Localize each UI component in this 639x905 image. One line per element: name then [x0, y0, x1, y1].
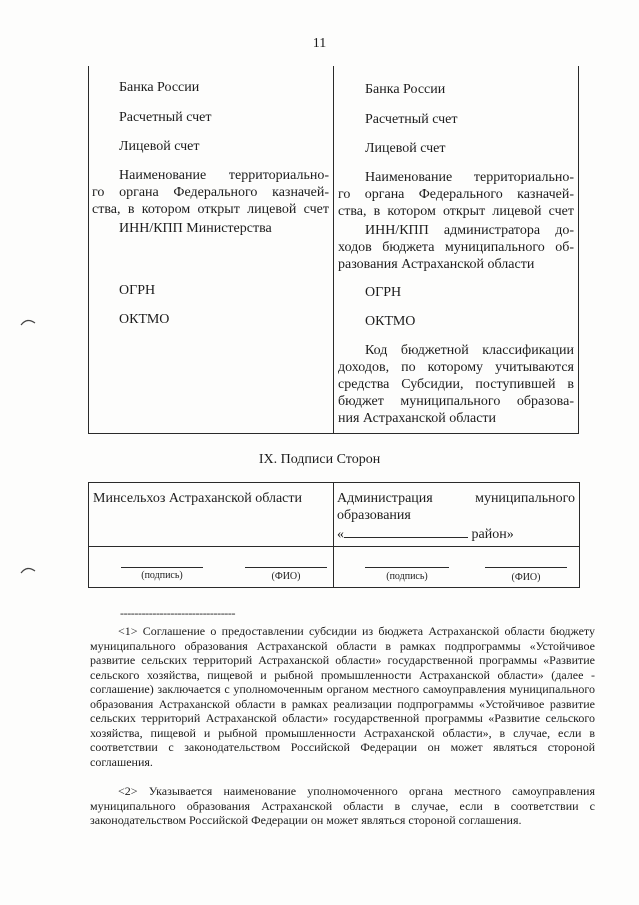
- requisite-inn-kpp-administrator: [338, 222, 574, 273]
- signature-line-right[interactable]: [365, 567, 449, 568]
- requisite-personal-account: Лицевой счет: [119, 139, 200, 154]
- table-border-left: [88, 66, 89, 434]
- requisite-personal-account: Лицевой счет: [365, 141, 446, 156]
- table-divider: [333, 483, 334, 587]
- caption-signature-left: (подпись): [141, 570, 183, 581]
- word: муниципального: [475, 491, 575, 506]
- requisite-budget-classification-code: [338, 342, 574, 427]
- line: ходов бюджета муниципального об-: [338, 240, 574, 255]
- requisite-oktmo: ОКТМО: [119, 312, 170, 327]
- line: го органа Федерального казначей-: [92, 185, 329, 200]
- table-divider: [333, 66, 334, 434]
- line: го органа Федерального казначей-: [338, 187, 574, 202]
- caption-name-right: (ФИО): [511, 572, 541, 583]
- word: Администрация: [337, 491, 433, 506]
- signatures-table: [88, 482, 580, 588]
- line: разования Астраханской области: [338, 257, 535, 272]
- requisite-bank: Банка России: [365, 82, 446, 97]
- line: [337, 524, 575, 543]
- line: образования: [337, 508, 411, 523]
- binding-hole-mark-icon: [20, 318, 36, 326]
- line: ства, в котором открыт лицевой счет: [92, 202, 329, 217]
- page-number: 11: [312, 36, 327, 51]
- line: Наименование территориально-: [119, 168, 329, 183]
- table-border-right: [578, 66, 579, 434]
- party-left-name: Минсельхоз Астраханской области: [93, 491, 302, 506]
- requisite-settlement-account: Расчетный счет: [365, 112, 458, 127]
- requisite-treasury-body: [92, 167, 329, 218]
- section-title: IX. Подписи Сторон: [258, 452, 381, 467]
- line: доходов, по которому учитываются: [338, 360, 574, 375]
- signature-line-left[interactable]: [121, 567, 203, 568]
- line: средства Субсидии, поступившей в: [338, 377, 574, 392]
- requisite-oktmo: ОКТМО: [365, 314, 416, 329]
- footnote-1: <1> Соглашение о предоставлении субсидии из бюджета Астраханской области бюджету муниципального образования Астраханской области в рамках подпрограммы «Устойчивое развитие сельских территорий Астраханской области» государственной программы «Развитие сельского хозяйства, пищевой и рыбной промышленности Астраханской области» (далее - соглашение) заключается с уполномоченным органом местного самоуправления муниципального образования Астраханской области в рамках реализации подпрограммы «Устойчивое развитие сельских территорий Астраханской области» государственной программы «Развитие сельского хозяйства, пищевой и рыбной промышленности Астраханской области», в случае, если в соответствии с законодательством Российской Федерации он может являться стороной соглашения.: [90, 624, 595, 769]
- line: Наименование территориально-: [365, 170, 574, 185]
- requisite-ogrn: ОГРН: [365, 285, 402, 300]
- open-quote: «: [337, 527, 344, 542]
- footnote-separator: --------------------------------: [120, 606, 236, 620]
- requisite-inn-kpp: ИНН/КПП Министерства: [119, 221, 272, 236]
- table-border-bottom: [88, 433, 579, 434]
- name-line-left[interactable]: [245, 567, 327, 568]
- requisite-ogrn: ОГРН: [119, 283, 156, 298]
- line: ИНН/КПП администратора до-: [365, 223, 574, 238]
- line: ства, в котором открыт лицевой счет: [338, 204, 574, 219]
- caption-signature-right: (подпись): [386, 571, 428, 582]
- binding-hole-mark-icon: [20, 566, 36, 574]
- caption-name-left: (ФИО): [271, 571, 301, 582]
- name-line-right[interactable]: [485, 567, 567, 568]
- line: ния Астраханской области: [338, 411, 497, 426]
- requisite-settlement-account: Расчетный счет: [119, 110, 212, 125]
- party-right-name: [337, 490, 575, 543]
- requisite-treasury-body: [338, 169, 574, 220]
- requisites-table: [88, 66, 579, 434]
- line: Код бюджетной классификации: [365, 343, 574, 358]
- district-label: район»: [471, 527, 514, 542]
- table-row-divider: [89, 546, 579, 547]
- district-blank-field[interactable]: [344, 524, 468, 538]
- line: бюджет муниципального образова-: [338, 394, 574, 409]
- line: [337, 490, 575, 507]
- requisite-bank: Банка России: [119, 80, 200, 95]
- footnote-2: <2> Указывается наименование уполномоченного органа местного самоуправления муниципального образования Астраханской области в случае, если в соответствии с законодательством Российской Федерации он может являться стороной соглашения.: [90, 784, 595, 827]
